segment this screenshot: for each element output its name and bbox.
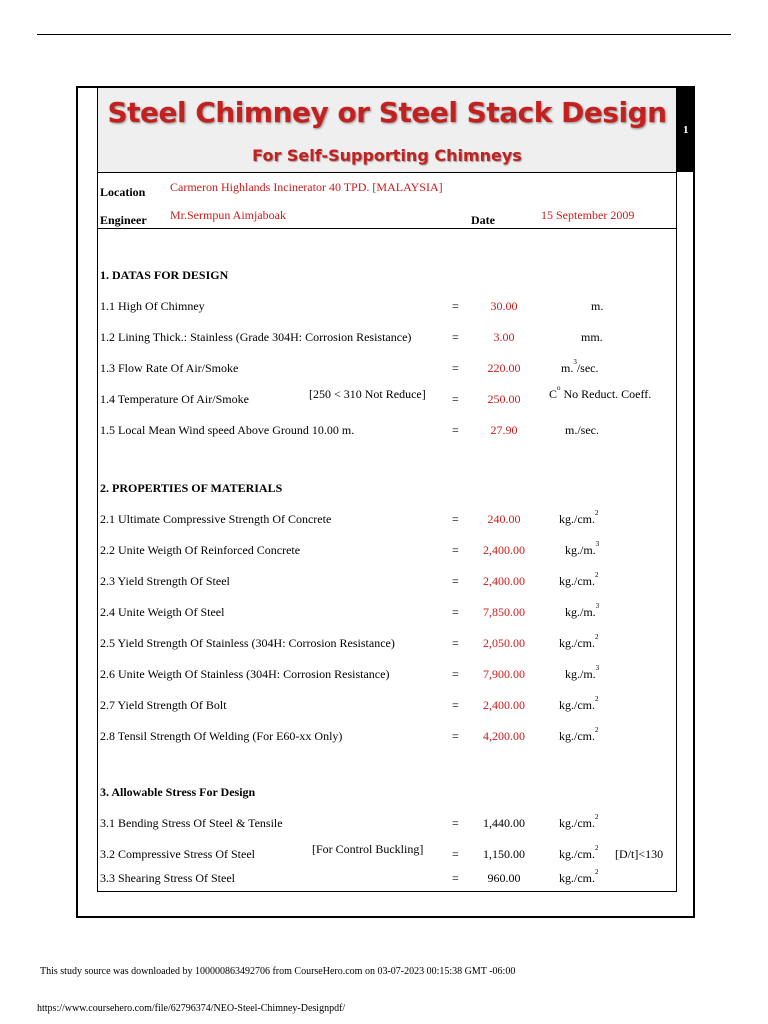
row-3-2-eq: = [452,847,459,861]
row-1-2-eq: = [452,330,459,344]
row-3-2-value: 1,150.00 [483,847,525,861]
row-1-3-unit-after: /sec. [576,361,599,375]
row-2-4-unit-base: kg./m. [565,605,596,619]
row-2-7-value: 2,400.00 [483,698,525,712]
row-3-2-unit-base: kg./cm. [559,847,595,861]
row-2-2-label: 2.2 Unite Weigth Of Reinforced Concrete [100,543,301,557]
row-1-3-eq: = [452,361,459,375]
row-3-2-unit-sup: 2 [595,844,599,852]
row-2-3-value: 2,400.00 [483,574,525,588]
row-3-2-note: [For Control Buckling] [312,842,424,856]
row-2-7-unit-base: kg./cm. [559,698,595,712]
row-1-4-unit-sup: o [557,384,561,392]
row-3-1-unit-base: kg./cm. [559,816,595,830]
row-2-1-label: 2.1 Ultimate Compressive Strength Of Concrete [100,512,332,526]
document-subtitle: For Self-Supporting Chimneys [252,146,522,165]
section-2-heading: 2. PROPERTIES OF MATERIALS [100,481,283,495]
row-1-3-unit-sup: 3 [573,358,577,366]
row-1-3-unit [561,358,599,376]
row-1-2-value: 3.00 [493,330,515,344]
section-1-heading: 1. DATAS FOR DESIGN [100,268,229,282]
row-3-1-unit [559,813,599,831]
row-3-2-unit [559,844,599,862]
row-1-3-value: 220.00 [487,361,521,375]
section-3-heading: 3. Allowable Stress For Design [100,785,256,799]
row-3-3-eq: = [452,871,459,885]
row-1-3-unit-base: m. [561,361,574,375]
row-1-5-label: 1.5 Local Mean Wind speed Above Ground 10.00 m. [100,423,355,437]
row-1-4-label: 1.4 Temperature Of Air/Smoke [100,392,249,406]
row-2-5-label: 2.5 Yield Strength Of Stainless (304H: Corrosion Resistance) [100,636,395,650]
location-label: Location [100,185,146,199]
row-2-6-label: 2.6 Unite Weigth Of Stainless (304H: Corrosion Resistance) [100,667,390,681]
row-2-1-eq: = [452,512,459,526]
row-2-6-value: 7,900.00 [483,667,525,681]
row-2-4-unit-sup: 3 [595,602,600,610]
row-2-5-value: 2,050.00 [483,636,525,650]
row-2-5-unit-sup: 2 [595,633,599,641]
row-2-8-label: 2.8 Tensil Strength Of Welding (For E60-xx Only) [100,729,343,743]
row-1-4-value: 250.00 [487,392,521,406]
row-1-2-label: 1.2 Lining Thick.: Stainless (Grade 304H: Corrosion Resistance) [100,330,412,344]
date-value: 15 September 2009 [541,208,635,222]
row-2-3-unit-sup: 2 [595,571,599,579]
row-3-3-value: 960.00 [487,871,521,885]
row-2-7-label: 2.7 Yield Strength Of Bolt [100,698,227,712]
document-title: Steel Chimney or Steel Stack Design [107,96,667,129]
row-2-7-unit [559,695,599,713]
row-1-1-label: 1.1 High Of Chimney [100,299,205,313]
row-2-1-unit-sup: 2 [595,509,599,517]
info-separator [98,228,676,229]
row-3-1-unit-sup: 2 [595,813,599,821]
row-2-1-unit [559,509,599,527]
row-2-5-unit-base: kg./cm. [559,636,595,650]
row-1-3-label: 1.3 Flow Rate Of Air/Smoke [100,361,239,375]
row-3-1-eq: = [452,816,459,830]
row-2-8-unit-base: kg./cm. [559,729,595,743]
row-2-8-unit [559,726,599,744]
row-1-4-eq: = [452,392,459,406]
row-2-2-unit-base: kg./m. [565,543,596,557]
row-2-6-unit-sup: 3 [595,664,600,672]
row-2-3-eq: = [452,574,459,588]
row-2-4-value: 7,850.00 [483,605,525,619]
row-1-5-unit: m./sec. [565,423,599,437]
row-2-4-label: 2.4 Unite Weigth Of Steel [100,605,225,619]
engineer-label: Engineer [100,213,147,227]
row-3-1-value: 1,440.00 [483,816,525,830]
row-2-8-eq: = [452,729,459,743]
row-2-2-value: 2,400.00 [483,543,525,557]
row-2-2-eq: = [452,543,459,557]
row-2-8-value: 4,200.00 [483,729,525,743]
top-rule [37,34,731,35]
row-1-4-unit-base: C [549,387,558,401]
row-1-4-note: [250 < 310 Not Reduce] [309,387,426,401]
row-1-2-unit: mm. [581,330,603,344]
row-1-1-value: 30.00 [490,299,518,313]
location-value: Carmeron Highlands Incinerator 40 TPD. [MALAYSIA] [170,180,443,194]
row-2-3-label: 2.3 Yield Strength Of Steel [100,574,230,588]
row-2-8-unit-sup: 2 [595,726,599,734]
row-3-3-unit-sup: 2 [595,868,599,876]
row-2-1-value: 240.00 [487,512,521,526]
row-2-2-unit-sup: 3 [595,540,600,548]
row-2-7-unit-sup: 2 [595,695,599,703]
row-2-3-unit-base: kg./cm. [559,574,595,588]
row-3-1-label: 3.1 Bending Stress Of Steel & Tensile [100,816,283,830]
row-2-2-unit [565,540,600,558]
row-2-7-eq: = [452,698,459,712]
row-2-6-unit [565,664,600,682]
row-2-5-unit [559,633,599,651]
row-3-2-label: 3.2 Compressive Stress Of Steel [100,847,255,861]
row-2-5-eq: = [452,636,459,650]
row-2-4-unit [565,602,600,620]
row-2-1-unit-base: kg./cm. [559,512,595,526]
row-2-4-eq: = [452,605,459,619]
source-url[interactable]: https://www.coursehero.com/file/62796374/NEO-Steel-Chimney-Designpdf/ [37,1003,346,1014]
row-2-6-eq: = [452,667,459,681]
sheet-header [98,88,676,173]
row-1-1-unit: m. [591,299,604,313]
row-1-4-unit [549,384,652,402]
engineer-value: Mr.Sermpun Aimjaboak [170,208,286,222]
date-label: Date [471,213,495,227]
row-1-1-eq: = [452,299,459,313]
download-notice: This study source was downloaded by 100000863492706 from CourseHero.com on 03-07-2023 00:15:38 GMT -06:00 [40,966,516,977]
row-2-3-unit [559,571,599,589]
row-1-5-value: 27.90 [490,423,518,437]
row-3-3-unit [559,868,599,886]
page-number: 1 [683,124,689,136]
row-3-3-unit-base: kg./cm. [559,871,595,885]
row-3-3-label: 3.3 Shearing Stress Of Steel [100,871,235,885]
row-2-6-unit-base: kg./m. [565,667,596,681]
row-1-4-unit-after: No Reduct. Coeff. [560,387,652,401]
row-3-2-extra: [D/t]<130 [615,847,664,861]
row-1-5-eq: = [452,423,459,437]
